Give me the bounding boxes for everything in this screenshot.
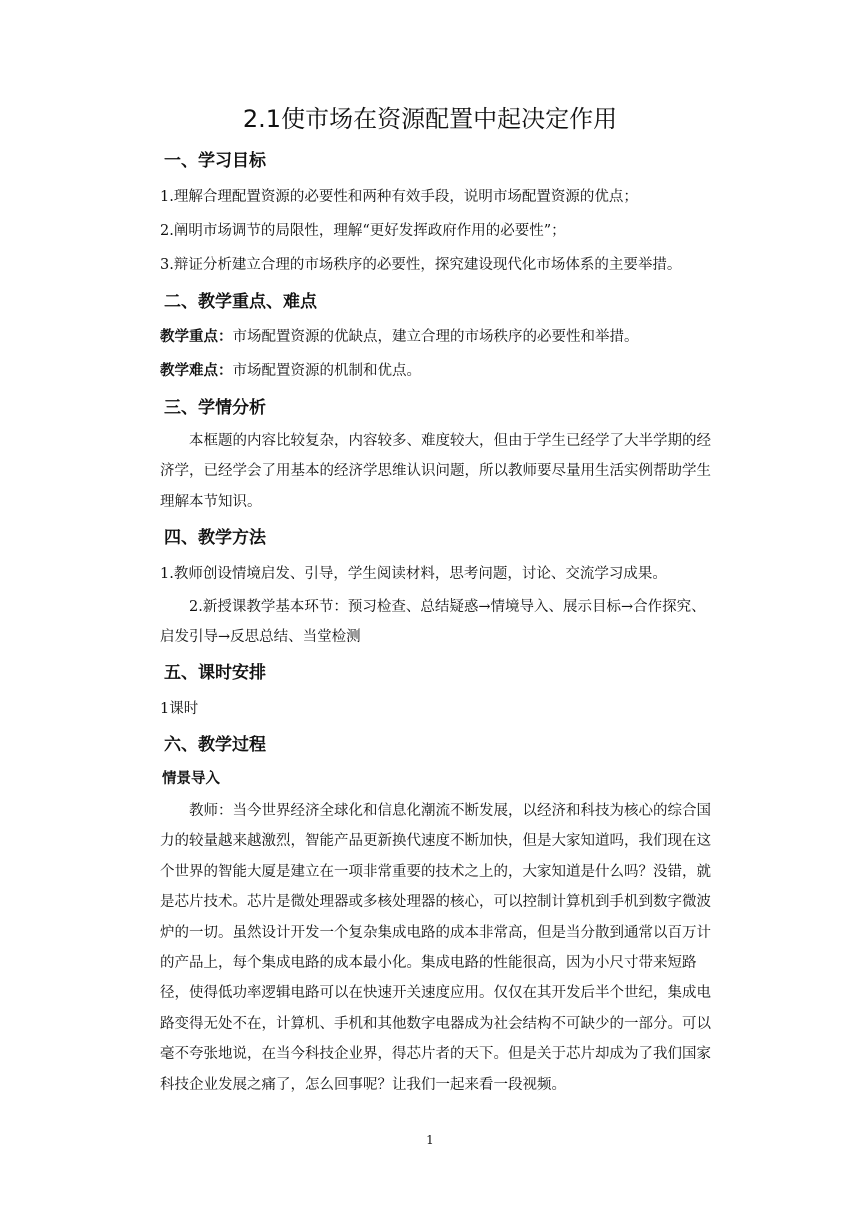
key-point-label: 教学重点： [160,329,233,345]
objective-item: 1.理解合理配置资源的必要性和两种有效手段，说明市场配置资源的优点； [160,189,638,205]
section-heading-analysis: 三、学情分析 [164,398,266,418]
key-point-text: 市场配置资源的优缺点，建立合理的市场秩序的必要性和举措。 [232,329,639,345]
section-heading-process: 六、教学过程 [164,735,266,755]
section-heading-objectives: 一、学习目标 [164,151,266,171]
section-heading-key-points: 二、教学重点、难点 [164,292,317,312]
difficulty-label: 教学难点： [160,363,233,379]
section-heading-schedule: 五、课时安排 [164,663,266,683]
objective-item: 3.辩证分析建立合理的市场秩序的必要性，探究建设现代化市场体系的主要举措。 [160,257,682,273]
key-point-line [160,326,720,348]
subheading-scene-intro: 情景导入 [162,771,220,787]
document-title: 2.1使市场在资源配置中起决定作用 [242,105,618,133]
analysis-paragraph: 本框题的内容比较复杂，内容较多、难度较大，但由于学生已经学了大半学期的经济学，已经学会了用基本的经济学思维认识问题，所以教师要尽量用生活实例帮助学生理解本节知识。 [160,433,711,510]
difficulty-line [160,360,720,382]
page-number: 1 [426,1133,434,1147]
objective-item: 2.阐明市场调节的局限性，理解“更好发挥政府作用的必要性”； [160,223,566,239]
method-item: 2.新授课教学基本环节：预习检查、总结疑惑→情境导入、展示目标→合作探究、启发引导→反思总结、当堂检测 [160,599,706,646]
schedule-text: 1课时 [160,701,199,717]
method-item: 1.教师创设情境启发、引导，学生阅读材料，思考问题，讨论、交流学习成果。 [160,566,667,582]
difficulty-text: 市场配置资源的机制和优点。 [232,363,421,379]
section-heading-methods: 四、教学方法 [164,528,266,548]
process-paragraph: 教师：当今世界经济全球化和信息化潮流不断发展，以经济和科技为核心的综合国力的较量越来越激烈，智能产品更新换代速度不断加快，但是大家知道吗，我们现在这个世界的智能大厦是建立在一项非常重要的技术之上的，大家知道是什么吗？没错，就是芯片技术。芯片是微处理器或多核处理器的核心，可以控制计算机到手机到数字微波炉的一切。虽然设计开发一个复杂集成电路的成本非常高，但是当分散到通常以百万计的产品上，每个集成电路的成本最小化。集成电路的性能很高，因为小尺寸带来短路径，使得低功率逻辑电路可以在快速开关速度应用。仅仅在其开发后半个世纪，集成电路变得无处不在，计算机、手机和其他数字电器成为社会结构不可缺少的一部分。可以毫不夸张地说，在当今科技企业界，得芯片者的天下。但是关于芯片却成为了我们国家科技企业发展之痛了，怎么回事呢？让我们一起来看一段视频。 [160,803,711,1093]
